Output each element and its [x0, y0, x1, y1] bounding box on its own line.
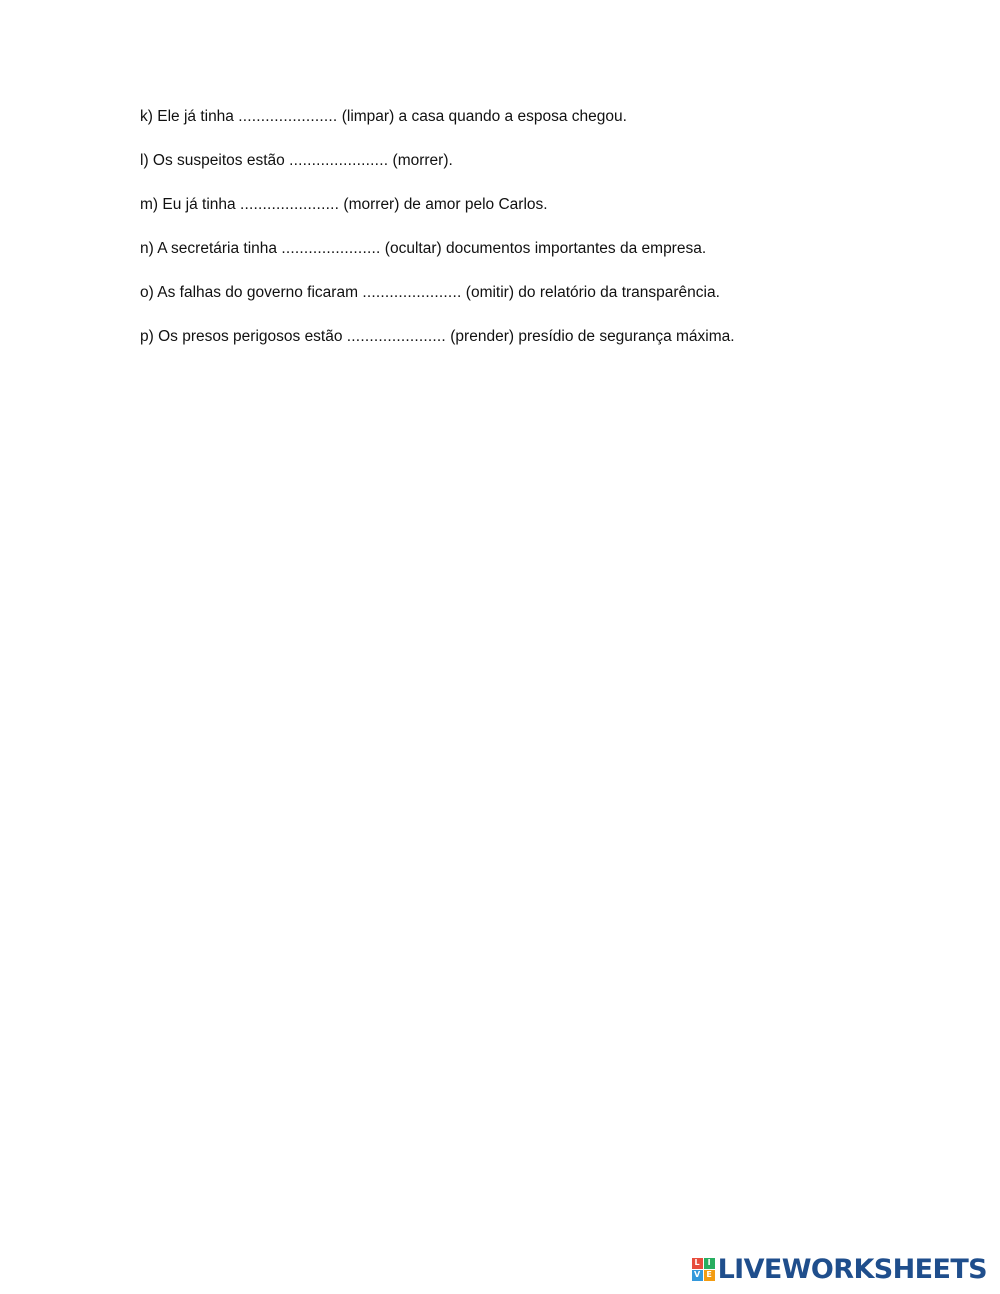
- answer-blank[interactable]: ......................: [239, 196, 340, 213]
- sentence-end: (omitir) do relatório da transparência.: [465, 284, 720, 301]
- item-letter: n): [140, 240, 154, 257]
- item-letter: o): [140, 284, 154, 301]
- logo-mark-cell: E: [704, 1270, 715, 1281]
- logo-mark-cell: I: [704, 1258, 715, 1269]
- item-letter: k): [140, 108, 153, 125]
- exercise-k: [140, 106, 960, 150]
- liveworksheets-logo: [692, 1252, 987, 1286]
- answer-blank[interactable]: ......................: [362, 284, 462, 301]
- sentence-end: (ocultar) documentos importantes da empresa.: [384, 240, 707, 257]
- logo-mark-cell: L: [692, 1258, 703, 1269]
- exercise-l: [140, 150, 960, 194]
- sentence-start: Ele já tinha: [157, 108, 234, 125]
- exercise-m: [140, 194, 960, 238]
- sentence-start: As falhas do governo ficaram: [157, 284, 358, 301]
- answer-blank[interactable]: ......................: [346, 328, 446, 345]
- exercise-list: [140, 106, 960, 370]
- sentence-start: Eu já tinha: [162, 196, 236, 213]
- logo-mark-icon: [692, 1258, 715, 1281]
- logo-mark-cell: V: [692, 1270, 703, 1281]
- sentence-end: (prender) presídio de segurança máxima.: [450, 328, 735, 345]
- answer-blank[interactable]: ......................: [281, 240, 381, 257]
- item-letter: m): [140, 196, 159, 213]
- sentence-end: (limpar) a casa quando a esposa chegou.: [341, 108, 627, 125]
- item-letter: l): [140, 152, 149, 169]
- sentence-start: Os suspeitos estão: [152, 152, 285, 169]
- answer-blank[interactable]: ......................: [289, 152, 389, 169]
- exercise-o: [140, 282, 960, 326]
- logo-text: LIVEWORKSHEETS: [717, 1253, 987, 1285]
- sentence-end: (morrer) de amor pelo Carlos.: [343, 196, 548, 213]
- item-letter: p): [140, 328, 154, 345]
- sentence-start: Os presos perigosos estão: [158, 328, 343, 345]
- sentence-start: A secretária tinha: [157, 240, 278, 257]
- exercise-n: [140, 238, 960, 282]
- answer-blank[interactable]: ......................: [238, 108, 338, 125]
- sentence-end: (morrer).: [392, 152, 453, 169]
- exercise-p: [140, 326, 960, 370]
